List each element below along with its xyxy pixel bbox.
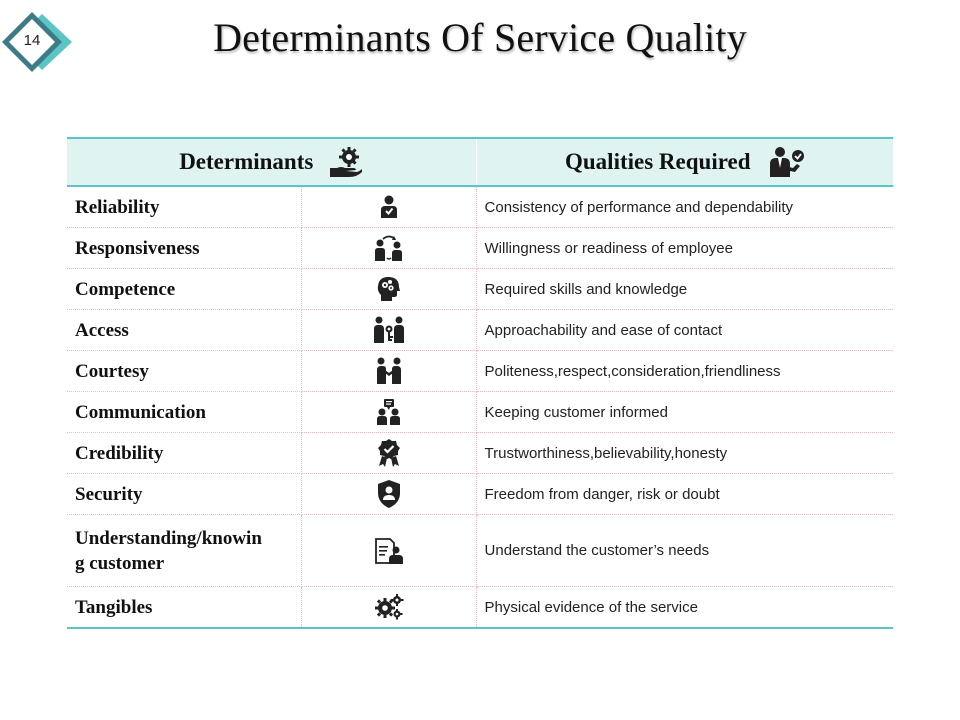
quality-cell: Consistency of performance and dependability [476,186,893,228]
head-gears-icon [376,276,402,302]
icon-cell [301,392,476,433]
quality-cell: Understand the customer’s needs [476,515,893,587]
table-row [67,515,893,587]
determinants-table [67,137,893,629]
quality-cell: Freedom from danger, risk or doubt [476,474,893,515]
people-chat-icon [375,398,403,426]
icon-cell [301,433,476,474]
determinant-label: Understanding/knowin g customer [75,527,262,574]
determinant-cell: Credibility [67,433,301,474]
shield-user-icon [377,479,401,509]
icon-cell [301,269,476,310]
determinant-cell: Responsiveness [67,228,301,269]
quality-cell: Trustworthiness,believability,honesty [476,433,893,474]
page-title: Determinants Of Service Quality [213,15,747,60]
icon-cell [301,474,476,515]
handshake-people-icon [375,357,403,385]
table-header-row [67,138,893,186]
header-qualities-label: Qualities Required [565,149,751,174]
businessman-check-icon [767,146,805,178]
table-row [67,351,893,392]
determinant-cell: Competence [67,269,301,310]
people-key-icon [373,316,405,344]
table-row [67,587,893,629]
document-user-icon [374,537,404,565]
quality-cell: Politeness,respect,consideration,friendliness [476,351,893,392]
icon-cell [301,186,476,228]
slide-number: 14 [23,32,41,49]
table-row [67,228,893,269]
icon-cell [301,228,476,269]
icon-cell [301,515,476,587]
table-row [67,433,893,474]
quality-cell: Physical evidence of the service [476,587,893,629]
icon-cell [301,310,476,351]
quality-cell: Keeping customer informed [476,392,893,433]
determinant-cell: Communication [67,392,301,433]
quality-cell: Approachability and ease of contact [476,310,893,351]
table-row [67,474,893,515]
header-determinants [67,138,476,186]
determinant-cell: Reliability [67,186,301,228]
table-row [67,186,893,228]
people-exchange-icon [374,234,404,262]
table-row [67,392,893,433]
icon-cell [301,351,476,392]
determinant-cell: Security [67,474,301,515]
badge-check-icon [376,438,402,468]
quality-cell: Willingness or readiness of employee [476,228,893,269]
determinant-cell: Access [67,310,301,351]
header-determinants-label: Determinants [179,149,314,174]
quality-cell: Required skills and knowledge [476,269,893,310]
determinant-cell: Tangibles [67,587,301,629]
determinant-cell [67,515,301,587]
icon-cell [301,587,476,629]
table-row [67,310,893,351]
header-qualities [476,138,893,186]
table-row [67,269,893,310]
gears-icon [374,593,404,621]
determinant-cell: Courtesy [67,351,301,392]
person-check-icon [378,195,400,219]
hand-gear-icon [329,146,363,178]
